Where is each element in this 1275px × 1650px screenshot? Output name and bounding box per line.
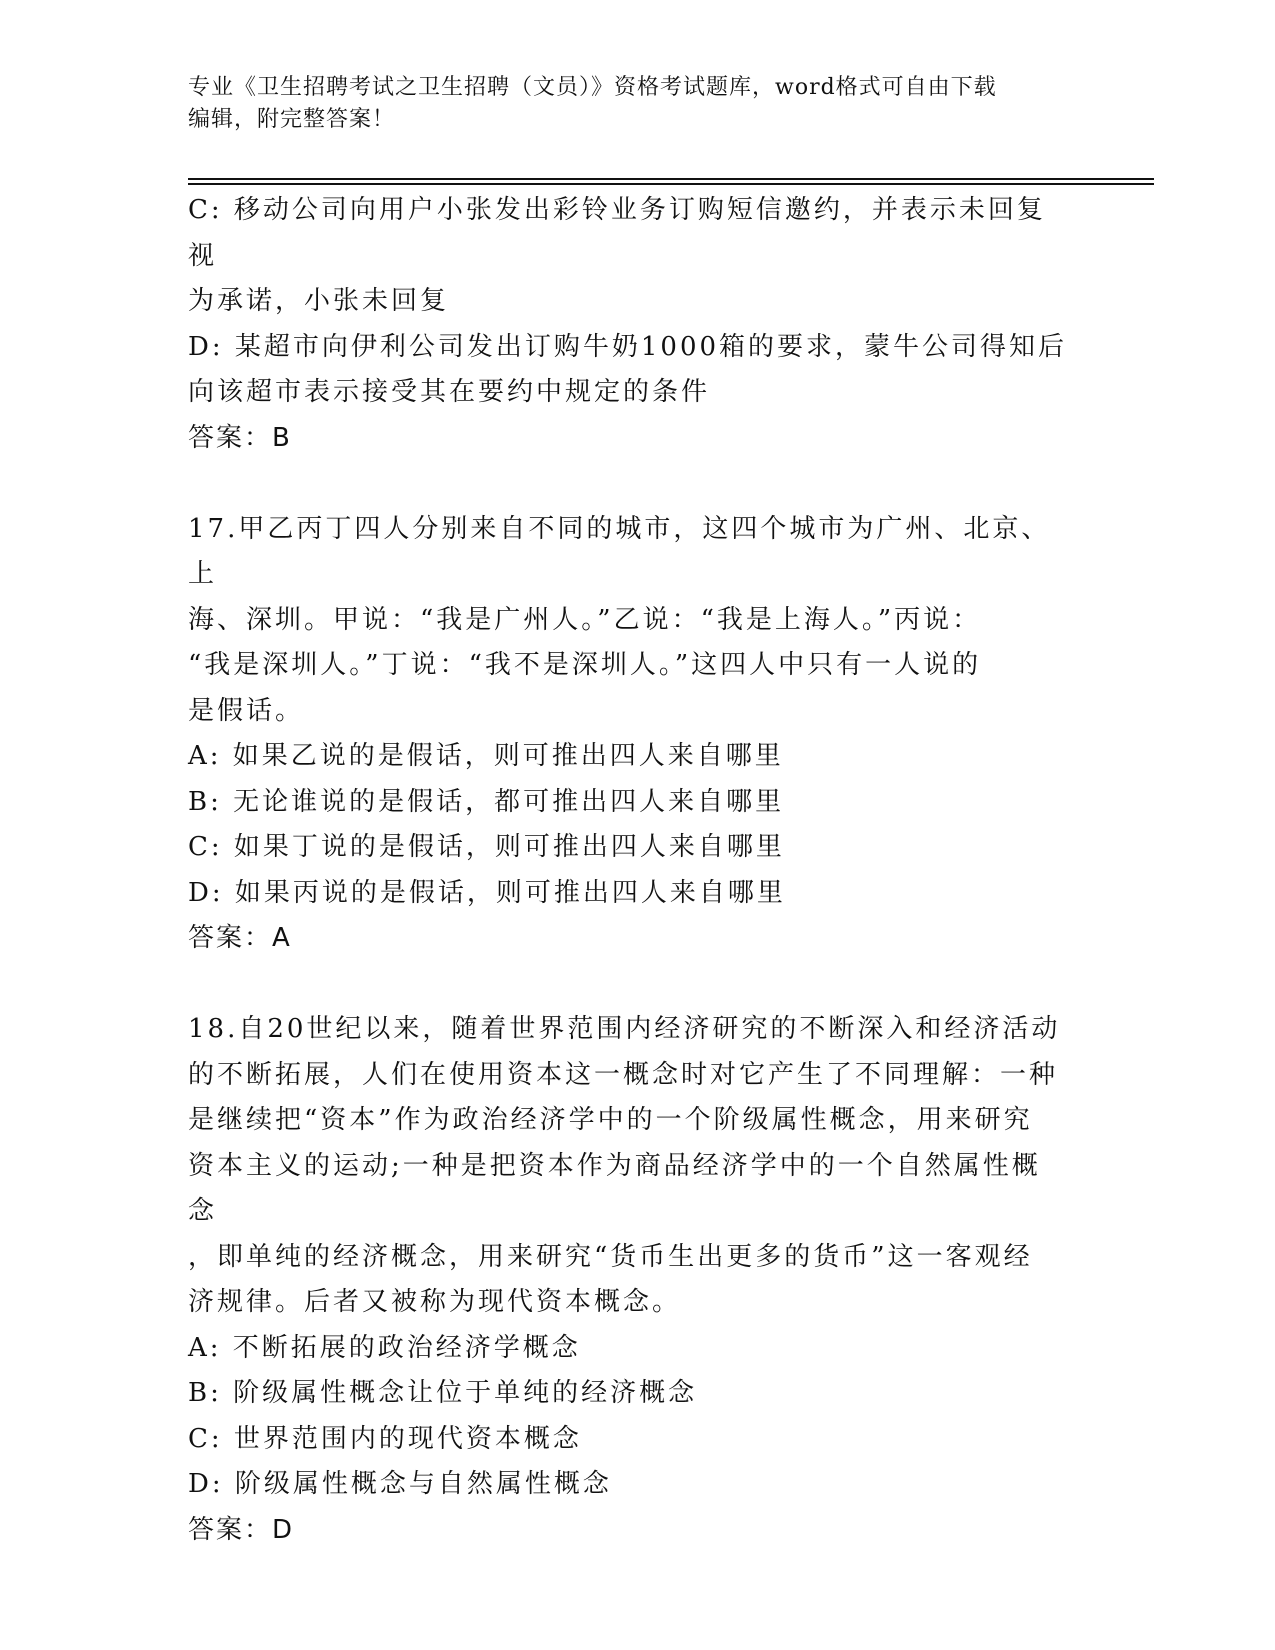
- question-stem-line: 的不断拓展，人们在使用资本这一概念时对它产生了不同理解：一种: [188, 1059, 1059, 1090]
- question-stem-line: 资本主义的运动;一种是把资本作为商品经济学中的一个自然属性概念: [188, 1150, 1041, 1226]
- question-stem-line: 18.自20世纪以来，随着世界范围内经济研究的不断深入和经济活动: [188, 1014, 1061, 1044]
- spacer: [188, 962, 1068, 1008]
- question-18: [188, 1007, 1068, 1553]
- option-d: D: 如果丙说的是假话，则可推出四人来自哪里: [188, 877, 786, 908]
- option-d: D: 阶级属性概念与自然属性概念: [188, 1469, 612, 1499]
- option-d-line-2: 向该超市表示接受其在要约中规定的条件: [188, 377, 711, 407]
- answer-16: 答案：B: [188, 422, 292, 453]
- question-stem-line: 海、深圳。甲说：“我是广州人。”乙说：“我是上海人。”丙说：: [188, 604, 982, 635]
- spacer: [188, 461, 1068, 507]
- question-stem-line: 17.甲乙丙丁四人分别来自不同的城市，这四个城市为广州、北京、上: [188, 513, 1051, 589]
- option-b: B: 无论谁说的是假话，都可推出四人来自哪里: [188, 786, 785, 817]
- option-a: A: 不断拓展的政治经济学概念: [188, 1332, 581, 1363]
- option-b: B: 阶级属性概念让位于单纯的经济概念: [188, 1378, 698, 1408]
- question-stem-line: 是继续把“资本”作为政治经济学中的一个阶级属性概念，用来研究: [188, 1105, 1033, 1135]
- option-c-line-1: C: 移动公司向用户小张发出彩铃业务订购短信邀约，并表示未回复视: [188, 195, 1046, 271]
- document-header: [188, 72, 1088, 136]
- header-rule-bottom: [188, 183, 1154, 185]
- question-stem-line: 济规律。后者又被称为现代资本概念。: [188, 1287, 682, 1317]
- question-17: [188, 507, 1068, 962]
- option-d-line-1: D: 某超市向伊利公司发出订购牛奶1000箱的要求，蒙牛公司得知后: [188, 331, 1068, 362]
- option-c-line-2: 为承诺，小张未回复: [188, 286, 450, 316]
- question-16-tail: [188, 188, 1068, 461]
- question-stem-line: “我是深圳人。”丁说：“我不是深圳人。”这四人中只有一人说的: [188, 650, 982, 680]
- answer-17: 答案：A: [188, 923, 292, 953]
- header-line-2: 编辑，附完整答案！: [188, 107, 396, 132]
- answer-18: 答案：D: [188, 1514, 295, 1545]
- option-c: C: 世界范围内的现代资本概念: [188, 1423, 582, 1454]
- option-a: A: 如果乙说的是假话，则可推出四人来自哪里: [188, 741, 784, 771]
- question-stem-line: ，即单纯的经济概念，用来研究“货币生出更多的货币”这一客观经: [188, 1241, 1033, 1272]
- header-line-1: 专业《卫生招聘考试之卫生招聘（文员）》资格考试题库，word格式可自由下载: [188, 75, 997, 100]
- header-rule-top: [188, 178, 1154, 180]
- question-stem-line: 是假话。: [188, 695, 305, 726]
- option-c: C: 如果丁说的是假话，则可推出四人来自哪里: [188, 832, 785, 862]
- document-body: [188, 188, 1068, 1553]
